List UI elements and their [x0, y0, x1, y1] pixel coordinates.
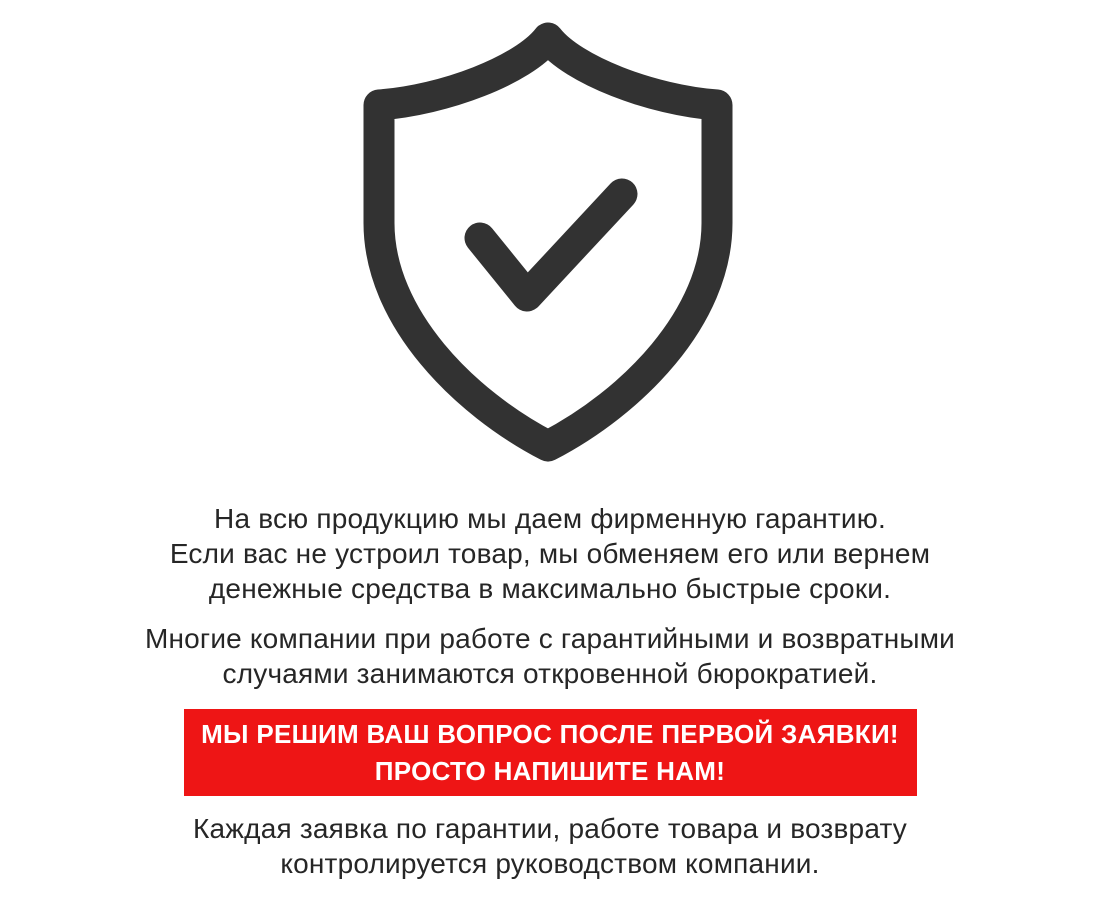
control-line-1: Каждая заявка по гарантии, работе товара и возврату: [192, 813, 908, 844]
shield-check-svg: [355, 8, 745, 468]
promo-banner: [184, 709, 917, 796]
guarantee-intro-text: [170, 501, 930, 606]
control-line-2: контролируется руководством компании.: [280, 848, 820, 879]
intro-line-1: На всю продукцию мы даем фирменную гарантию.: [214, 503, 886, 534]
shield-check-icon: [355, 8, 745, 468]
bureaucracy-line-2: случаями занимаются откровенной бюрократией.: [222, 658, 878, 689]
bureaucracy-text: [145, 621, 955, 691]
intro-line-3: денежные средства в максимально быстрые сроки.: [208, 573, 892, 604]
banner-line-1: МЫ РЕШИМ ВАШ ВОПРОС ПОСЛЕ ПЕРВОЙ ЗАЯВКИ!: [201, 718, 899, 749]
bureaucracy-line-1: Многие компании при работе с гарантийными и возвратными: [144, 623, 956, 654]
control-text: [193, 811, 907, 881]
banner-line-2: ПРОСТО НАПИШИТЕ НАМ!: [374, 755, 726, 786]
intro-line-2: Если вас не устроил товар, мы обменяем его или вернем: [169, 538, 931, 569]
